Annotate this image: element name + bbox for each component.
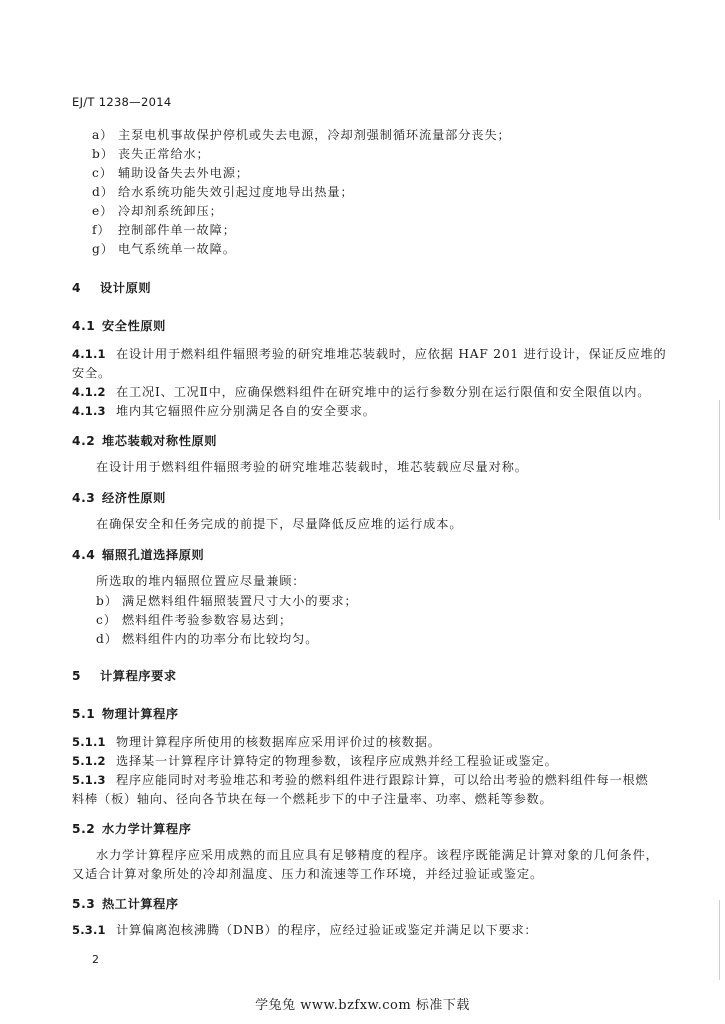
- clause-number: 5.1.2: [72, 754, 106, 768]
- section-number: 4: [72, 281, 82, 295]
- list-item-marker: e）: [92, 204, 114, 218]
- subsection-heading-5-3: [72, 895, 179, 912]
- list-item-marker: d）: [92, 185, 114, 199]
- scan-edge-line: [719, 900, 720, 980]
- section-title: 设计原则: [100, 281, 152, 295]
- list-item: [96, 611, 292, 628]
- clause-text: 堆内其它辐照件应分别满足各自的安全要求。: [116, 404, 376, 418]
- clause-5-3-1: [72, 921, 537, 938]
- subsection-heading-4-3: [72, 489, 166, 506]
- list-item: [92, 202, 223, 219]
- clause-number: 5.1.3: [72, 773, 106, 787]
- list-item-text: 燃料组件考验参数容易达到；: [122, 613, 293, 627]
- list-item-marker: c）: [96, 613, 117, 627]
- list-item: [92, 126, 511, 143]
- clause-text: 选择某一计算程序计算特定的物理参数，该程序应成熟并经工程验证或鉴定。: [116, 754, 558, 768]
- subsection-number: 4.3: [72, 491, 96, 505]
- document-code: EJ/T 1238—2014: [72, 95, 172, 109]
- clause-number: 5.1.1: [72, 735, 106, 749]
- clause-4-1-3: [72, 402, 376, 419]
- list-item: [92, 221, 236, 238]
- subsection-heading-4-1: [72, 317, 166, 334]
- list-item-text: 冷却剂系统卸压；: [118, 204, 223, 218]
- subsection-number: 4.1: [72, 319, 96, 333]
- clause-number: 5.3.1: [72, 923, 106, 937]
- clause-number: 4.1.1: [72, 347, 106, 361]
- section-number: 5: [72, 669, 82, 683]
- paragraph: 在设计用于燃料组件辐照考验的研究堆堆芯装载时，堆芯装载应尽量对称。: [96, 460, 528, 474]
- subsection-title: 热工计算程序: [102, 897, 179, 911]
- list-item: [92, 183, 354, 200]
- paragraph: 在确保安全和任务完成的前提下，尽量降低反应堆的运行成本。: [96, 517, 463, 531]
- list-item: [92, 145, 210, 162]
- subsection-number: 5.1: [72, 707, 96, 721]
- subsection-title: 经济性原则: [102, 491, 166, 505]
- clause-5-1-2: [72, 752, 558, 769]
- section-heading-4: [72, 279, 151, 296]
- page-number: 2: [92, 953, 99, 966]
- list-item: [92, 164, 249, 181]
- paragraph: 水力学计算程序应采用成熟的而且应具有足够精度的程序。该程序既能满足计算对象的几何条件，: [96, 848, 659, 862]
- clause-text: 程序应能同时对考验堆芯和考验的燃料组件进行跟踪计算，可以给出考验的燃料组件每一根燃: [116, 773, 649, 787]
- clause-text: 在设计用于燃料组件辐照考验的研究堆堆芯装载时，应依据 HAF 201 进行设计，保证反应堆的: [116, 347, 667, 361]
- list-item-text: 控制部件单一故障；: [118, 223, 236, 237]
- subsection-heading-4-4: [72, 546, 204, 563]
- list-item-text: 给水系统功能失效引起过度地导出热量；: [118, 185, 354, 199]
- clause-text: 计算偏离泡核沸腾（DNB）的程序，应经过验证或鉴定并满足以下要求：: [116, 923, 538, 937]
- clause-continuation: 料棒（板）轴向、径向各节块在每一个燃耗步下的中子注量率、功率、燃耗等参数。: [72, 792, 553, 806]
- list-item-text: 满足燃料组件辐照装置尺寸大小的要求；: [122, 594, 358, 608]
- list-item: [96, 630, 318, 647]
- list-item-marker: c）: [92, 166, 113, 180]
- subsection-number: 5.2: [72, 822, 96, 836]
- clause-4-1-1: [72, 345, 667, 362]
- subsection-number: 4.4: [72, 548, 96, 562]
- subsection-title: 物理计算程序: [102, 707, 179, 721]
- subsection-heading-4-2: [72, 432, 217, 449]
- list-item: [96, 592, 358, 609]
- clause-number: 4.1.3: [72, 404, 106, 418]
- list-item-text: 燃料组件内的功率分布比较均匀。: [122, 632, 319, 646]
- clause-text: 在工况Ⅰ、工况Ⅱ中，应确保燃料组件在研究堆中的运行参数分别在运行限值和安全限值以内。: [116, 385, 651, 399]
- footer-watermark: 学兔兔 www.bzfxw.com 标准下载: [255, 998, 470, 1013]
- section-heading-5: [72, 667, 177, 684]
- list-item-marker: b）: [96, 594, 118, 608]
- clause-text: 物理计算程序所使用的核数据库应采用评价过的核数据。: [116, 735, 441, 749]
- subsection-number: 4.2: [72, 434, 96, 448]
- subsection-title: 安全性原则: [102, 319, 166, 333]
- list-item-text: 丧失正常给水；: [118, 147, 210, 161]
- section-title: 计算程序要求: [100, 669, 177, 683]
- paragraph-continuation: 又适合计算对象所处的冷却剂温度、压力和流速等工作环境，并经过验证或鉴定。: [72, 867, 544, 881]
- clause-4-1-2: [72, 383, 650, 400]
- list-item-marker: a）: [92, 128, 114, 142]
- subsection-heading-5-2: [72, 820, 192, 837]
- clause-number: 4.1.2: [72, 385, 106, 399]
- clause-5-1-1: [72, 733, 441, 750]
- list-item: [92, 240, 236, 257]
- list-item-text: 主泵电机事故保护停机或失去电源，冷却剂强制循环流量部分丧失；: [118, 128, 511, 142]
- list-item-text: 辅助设备失去外电源；: [118, 166, 249, 180]
- subsection-title: 堆芯装载对称性原则: [102, 434, 218, 448]
- scan-edge-line: [719, 400, 720, 520]
- list-item-marker: d）: [96, 632, 118, 646]
- paragraph: 所选取的堆内辐照位置应尽量兼顾：: [96, 574, 306, 588]
- subsection-title: 辐照孔道选择原则: [102, 548, 205, 562]
- subsection-heading-5-1: [72, 705, 179, 722]
- clause-5-1-3: [72, 771, 649, 788]
- clause-continuation: 安全。: [72, 366, 111, 380]
- list-item-text: 电气系统单一故障。: [118, 242, 236, 256]
- subsection-number: 5.3: [72, 897, 96, 911]
- subsection-title: 水力学计算程序: [102, 822, 192, 836]
- list-item-marker: b）: [92, 147, 114, 161]
- list-item-marker: g）: [92, 242, 114, 256]
- list-item-marker: f）: [92, 223, 111, 237]
